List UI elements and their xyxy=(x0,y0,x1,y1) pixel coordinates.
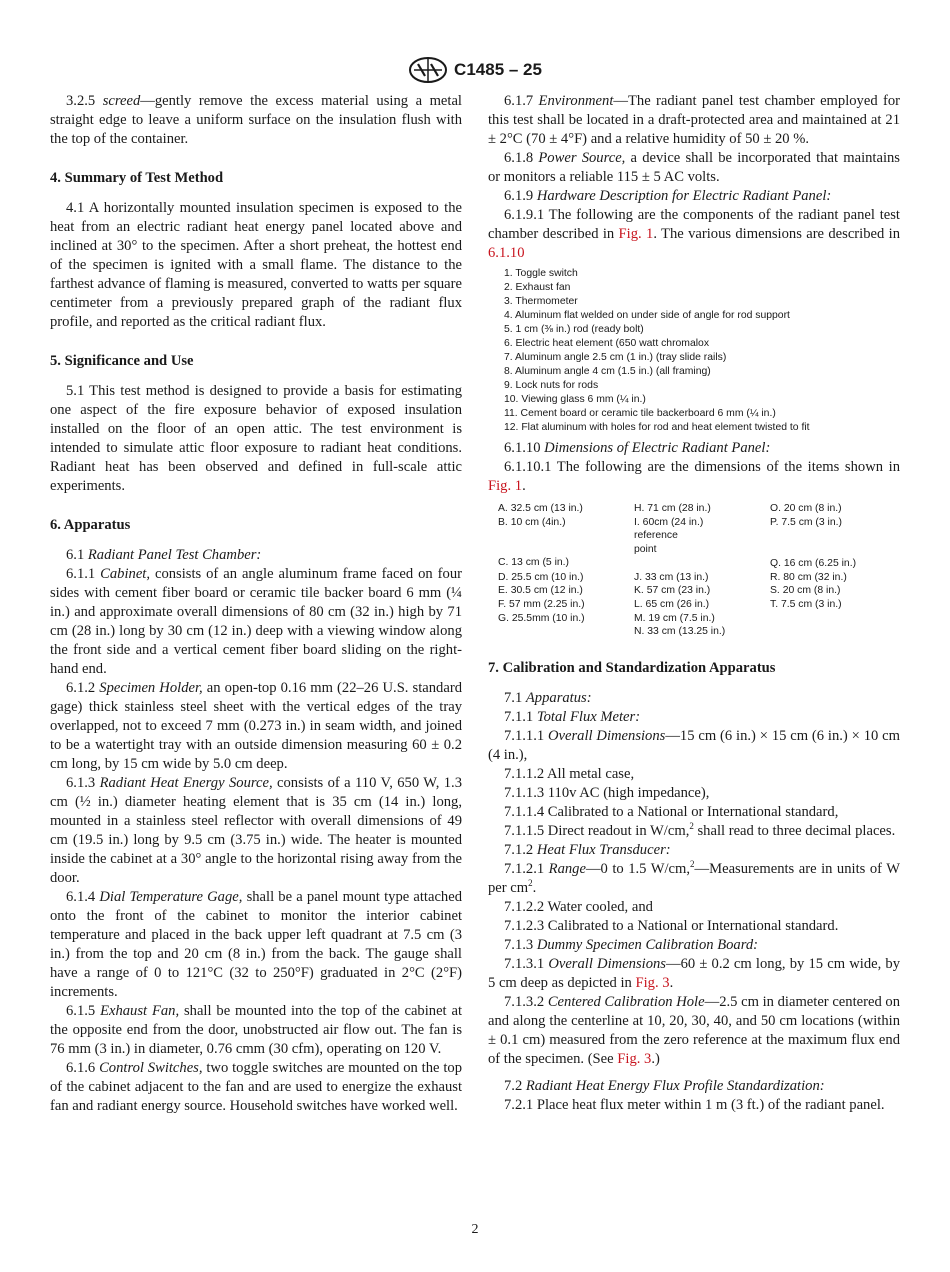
para-7-1-3-2: 7.1.3.2 Centered Calibration Hole—2.5 cm in diameter centered on and along the centerline at 10, 20, 30, 40, and 50 cm locations (within ± 0.1 cm) measured from the zero reference at the maximum flux end of the specimen. (See Fig. 3.) xyxy=(488,994,901,1068)
dim-cell: M. 19 cm (7.5 in.) xyxy=(634,612,715,624)
para-7-1: 7.1 Apparatus: xyxy=(504,690,592,707)
fig-3-link[interactable]: Fig. 3 xyxy=(635,975,670,992)
dim-cell: I. 60cm (24 in.) reference point xyxy=(634,516,704,556)
fig-1-link[interactable]: Fig. 1 xyxy=(488,478,523,494)
list-item: 3. Thermometer xyxy=(504,296,578,307)
para-7-1-1-3: 7.1.1.3 110v AC (high impedance), xyxy=(504,785,710,802)
list-item: 11. Cement board or ceramic tile backerboard 6 mm (¼ in.) xyxy=(504,408,776,419)
para-7-2-1: 7.2.1 Place heat flux meter within 1 m (3 ft.) of the radiant panel. xyxy=(504,1097,885,1114)
list-item: 6. Electric heat element (650 watt chromalox xyxy=(504,338,710,349)
section-6-1-10-link[interactable]: 6.1.10 xyxy=(488,245,525,261)
section-7-heading: 7. Calibration and Standardization Apparatus xyxy=(488,660,776,677)
dim-cell xyxy=(498,625,634,639)
para-5-1: 5.1 This test method is designed to provide a basis for estimating one aspect of the fire exposure behavior of exposed insulation installed on the floor of an open attic. The test environment is intended to simulate attic floor exposure to radiant heat conditions. Radiant heat has been observed and defined in full-scale attic experiments. xyxy=(50,383,462,494)
dim-cell: E. 30.5 cm (12 in.) xyxy=(498,585,583,597)
para-7-1-1: 7.1.1 Total Flux Meter: xyxy=(504,709,641,726)
para-7-1-1-2: 7.1.1.2 All metal case, xyxy=(504,766,635,783)
para-6-1-4: 6.1.4 Dial Temperature Gage, shall be a panel mount type attached onto the front of the cabinet to monitor the interior cabinet temperature and placed in the back upper left quadrant at 7.5 cm (3 in.) from the top and 20 cm (8 in.) from the back. The gauge shall have a range of 0 to 121°C (32 to 250°F) graduated in 2°C (2°F) increments. xyxy=(50,889,462,1000)
para-7-1-1-1: 7.1.1.1 Overall Dimensions—15 cm (6 in.) × 15 cm (6 in.) × 10 cm (4 in.), xyxy=(488,728,900,764)
para-7-1-2-3: 7.1.2.3 Calibrated to a National or International standard. xyxy=(504,918,839,935)
dim-cell: L. 65 cm (26 in.) xyxy=(634,598,710,610)
para-4-1: 4.1 A horizontally mounted insulation specimen is exposed to the heat from an electric radiant heat energy panel located above and inclined at 30° to the specimen. After a short preheat, the hottest end of the specimen is ignited with a small flame. The distance to the farthest advance of flaming is measured, converted to watts per square centimeter from a previously prepared graph of the radiant flux profile, and reported as the critical radiant flux. xyxy=(50,200,462,330)
list-item: 7. Aluminum angle 2.5 cm (1 in.) (tray slide rails) xyxy=(504,352,727,363)
components-list xyxy=(504,267,900,435)
astm-logo-icon xyxy=(408,57,448,83)
dim-cell: R. 80 cm (32 in.) xyxy=(770,571,847,583)
section-6-heading: 6. Apparatus xyxy=(50,517,131,533)
para-6-1-10-1: 6.1.10.1 The following are the dimensions of the items shown in Fig. 1. xyxy=(488,459,900,494)
section-5-heading: 5. Significance and Use xyxy=(50,353,194,369)
fig-3-link[interactable]: Fig. 3 xyxy=(617,1051,652,1068)
right-column xyxy=(488,92,900,1115)
para-7-1-3: 7.1.3 Dummy Specimen Calibration Board: xyxy=(504,937,759,954)
para-7-1-1-4: 7.1.1.4 Calibrated to a National or International standard, xyxy=(504,804,839,821)
page-number: 2 xyxy=(471,1222,479,1237)
para-6-1-5: 6.1.5 Exhaust Fan, shall be mounted into the top of the cabinet at the opposite end from the door, unobstructed air flow out. The fan is 76 mm (3 in.) in diameter, 0.76 cmm (30 cfm), operating on 120 V. xyxy=(50,1003,462,1057)
dim-cell xyxy=(770,612,910,626)
para-6-1-7: 6.1.7 Environment—The radiant panel test chamber employed for this test shall be located in a draft-protected area and maintained at 21 ± 2°C (70 ± 4°F) and a relative humidity of 50 ± 20 %. xyxy=(488,93,900,147)
left-column xyxy=(50,92,462,1116)
list-item: 2. Exhaust fan xyxy=(504,282,571,293)
para-6-1-10: 6.1.10 Dimensions of Electric Radiant Panel: xyxy=(504,440,771,456)
dim-cell xyxy=(770,625,910,639)
para-6-1: 6.1 Radiant Panel Test Chamber: xyxy=(66,547,262,563)
para-6-1-8: 6.1.8 Power Source, a device shall be incorporated that maintains or monitors a reliable 115 ± 5 AC volts. xyxy=(488,150,900,185)
para-6-1-1: 6.1.1 Cabinet, consists of an angle aluminum frame faced on four sides with cement fiber board or ceramic tile backer board 6 mm (¼ in.) and approximate overall dimensions of 80 cm (32 in.) high by 71 cm (28 in.) long by 30 cm (12 in.) deep with a viewing window along the front side and a vertical cement fiber board sliding on the right-hand end. xyxy=(50,566,462,677)
para-7-1-2-1: 7.1.2.1 Range—0 to 1.5 W/cm,$^2$—Measurements are in units of W per $cm^2$. xyxy=(488,859,901,897)
dim-cell: K. 57 cm (23 in.) xyxy=(634,585,711,597)
para-7-1-3-1: 7.1.3.1 Overall Dimensions—60 ± 0.2 cm long, by 15 cm wide, by 5 cm deep as depicted in Fig. 3. xyxy=(488,956,901,992)
list-item: 8. Aluminum angle 4 cm (1.5 in.) (all framing) xyxy=(504,366,711,377)
para-6-1-9: 6.1.9 Hardware Description for Electric Radiant Panel: xyxy=(504,188,832,204)
list-item: 1. Toggle switch xyxy=(504,268,578,279)
para-6-1-2: 6.1.2 Specimen Holder, an open-top 0.16 mm (22–26 U.S. standard gage) thick stainless steel sheet with the vertical edges of the tray overlapped, not to exceed 7 mm (0.273 in.) in seam width, and joined to be a watertight tray with an outside dimension measuring 60 ± 0.2 cm long, by 15 cm wide by 5.0 cm deep. xyxy=(50,680,462,772)
para-7-2: 7.2 Radiant Heat Energy Flux Profile Standardization: xyxy=(504,1078,825,1095)
dim-cell: P. 7.5 cm (3 in.) Q. 16 cm (6.25 in.) xyxy=(770,516,857,569)
para-6-1-9-1: 6.1.9.1 The following are the components of the radiant panel test chamber described in Fig. 1. The various dimensions are described in 6.1.10 xyxy=(488,207,900,261)
dim-cell: A. 32.5 cm (13 in.) xyxy=(498,503,583,514)
dim-cell: S. 20 cm (8 in.) xyxy=(770,585,841,597)
para-7-1-1-5: 7.1.1.5 Direct readout in W/cm,$^2$ shall read to three decimal places. xyxy=(504,821,896,840)
para-7-1-2-2: 7.1.2.2 Water cooled, and xyxy=(504,899,653,916)
list-item: 4. Aluminum flat welded on under side of angle for rod support xyxy=(504,310,790,321)
dim-cell: B. 10 cm (4in.) xyxy=(498,516,566,528)
dim-cell: H. 71 cm (28 in.) xyxy=(634,503,711,514)
dim-cell: N. 33 cm (13.25 in.) xyxy=(634,626,726,638)
section-4-heading: 4. Summary of Test Method xyxy=(50,170,224,186)
para-3-2-5: 3.2.5 screed—gently remove the excess material using a metal straight edge to leave a uniform surface on the insulation flush with the top of the container. xyxy=(50,93,462,147)
para-6-1-6: 6.1.6 Control Switches, two toggle switches are mounted on the top of the cabinet adjacent to the fan and are used to energize the exhaust fan and radiant energy source. Household switches have worked well. xyxy=(50,1060,462,1114)
standard-code: C1485 – 25 xyxy=(454,60,542,79)
dim-cell: G. 25.5mm (10 in.) xyxy=(498,612,585,624)
dim-cell: J. 33 cm (13 in.) xyxy=(634,571,709,583)
dim-cell: O. 20 cm (8 in.) xyxy=(770,503,842,514)
dim-cell: F. 57 mm (2.25 in.) xyxy=(498,598,585,610)
dim-cell: D. 25.5 cm (10 in.) xyxy=(498,571,584,583)
list-item: 12. Flat aluminum with holes for rod and heat element twisted to fit xyxy=(504,422,810,433)
list-item: 9. Lock nuts for rods xyxy=(504,380,599,391)
para-6-1-3: 6.1.3 Radiant Heat Energy Source, consists of a 110 V, 650 W, 1.3 cm (½ in.) diameter heating element that is 35 cm (14 in.) long, mounted in a stainless steel reflector with overall dimensions of 49 cm (19.5 in.) long by 9.5 cm (3.75 in.) wide. The heater is mounted inside the cabinet at a 30° angle to the horizontal rising away from the door. xyxy=(50,775,462,886)
list-item: 10. Viewing glass 6 mm (¼ in.) xyxy=(504,394,646,405)
page-header xyxy=(0,56,950,84)
dim-cell: T. 7.5 cm (3 in.) xyxy=(770,598,842,610)
list-item: 5. 1 cm (⅜ in.) rod (ready bolt) xyxy=(504,324,644,335)
dim-cell: C. 13 cm (5 in.) xyxy=(498,556,570,568)
para-7-1-2: 7.1.2 Heat Flux Transducer: xyxy=(504,842,671,859)
dimensions-table xyxy=(498,502,900,639)
fig-1-link[interactable]: Fig. 1 xyxy=(618,226,654,242)
